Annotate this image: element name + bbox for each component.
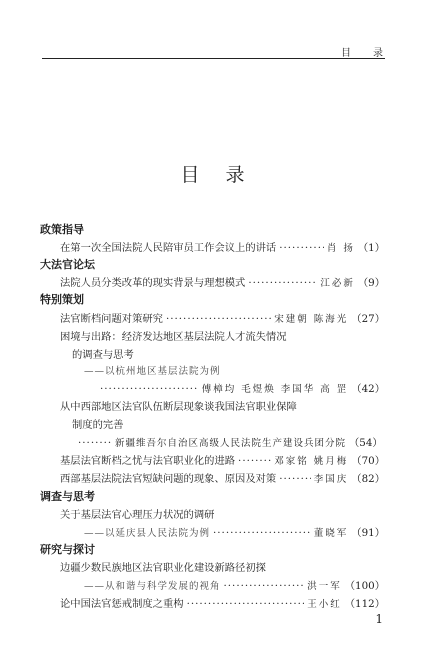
entry-author: 邓家铭 姚月梅 [274,456,349,467]
toc-entry[interactable] [60,310,385,325]
toc-entry-author-line[interactable] [100,380,385,395]
entry-title: 西部基层法院法官短缺问题的现象、原因及对策 [60,473,277,485]
section-heading: 特别策划 [40,293,84,306]
page-title: 目录 [180,164,271,186]
toc-entry[interactable] [60,595,385,610]
toc-entry-subtitle-line[interactable] [84,577,385,592]
leader-dots [224,580,305,592]
leader-dots [78,437,112,449]
entry-title: 关于基层法官心理压力状况的调研 [60,509,215,521]
toc-entry[interactable] [60,452,385,467]
entry-author: 洪一军 [307,581,342,592]
entry-author: 新疆维吾尔自治区高级人民法院生产建设兵团分院 [115,438,347,449]
entry-title: 论中国法官惩戒制度之重构 [60,598,184,610]
toc-entry[interactable] [60,274,385,289]
leader-dots [279,242,324,254]
leader-dots [100,383,199,395]
entry-page: （70） [351,455,385,467]
entry-subtitle: ——从和谐与科学发展的视角 [84,581,221,592]
entry-page: （82） [351,473,385,485]
leader-dots [248,277,317,289]
entry-subtitle: ——以延庆县人民法院为例 [84,528,211,539]
entry-author: 江必新 [320,278,355,289]
entry-subtitle: ——以杭州地区基层法院为例 [84,366,221,377]
entry-title: 在第一次全国法院人民陪审员工作会议上的讲话 [60,242,277,254]
leader-dots [213,527,311,539]
entry-page: （54） [349,437,383,449]
leader-dots [166,313,271,325]
entry-author: 宋建朝 陈海光 [274,314,349,325]
toc-entry-author-line[interactable] [78,434,385,449]
section-heading: 大法官论坛 [40,258,95,271]
toc-entry-subtitle [84,363,221,377]
entry-title-continued: 的调查与思考 [72,349,134,361]
toc-entry-title-line[interactable] [60,506,214,521]
toc-entry-title-continued [72,346,134,361]
entry-page: （91） [351,527,385,539]
leader-dots [279,473,311,485]
entry-title: 从中西部地区法官队伍断层现象谈我国法官职业保障 [60,401,297,413]
header-rule [42,58,385,59]
entry-page: （1） [357,242,385,254]
entry-page: （42） [351,383,385,395]
running-head: 目录 [341,48,405,59]
entry-author: 王小红 [307,599,342,610]
section-heading: 调查与思考 [40,490,95,503]
entry-title: 法院人员分类改革的现实背景与理想模式 [60,277,246,289]
entry-author: 李国庆 [313,474,349,485]
section-heading: 政策指导 [40,223,84,236]
leader-dots [238,455,271,467]
entry-title: 边疆少数民族地区法官职业化建设新路径初探 [60,562,266,574]
toc-entry-title-line[interactable] [60,328,287,343]
leader-dots [187,598,305,610]
toc-entry[interactable] [60,239,385,254]
entry-page: （27） [351,313,385,325]
toc-entry-title-continued [72,416,123,431]
entry-page: （9） [357,277,385,289]
entry-page: （100） [344,580,385,592]
page-number: 1 [375,612,383,626]
entry-author: 肖 扬 [326,243,355,254]
entry-title: 法官断档问题对策研究 [60,313,163,325]
toc-entry-title-line[interactable] [60,559,266,574]
entry-author: 傅樟均 毛煜焕 李国华 高 罡 [201,384,349,395]
entry-page: （112） [344,598,385,610]
entry-title: 困境与出路：经济发达地区基层法院人才流失情况 [60,331,287,343]
toc-entry-title-line[interactable] [60,398,297,413]
entry-title: 基层法官断档之忧与法官职业化的进路 [60,455,236,467]
toc-entry-subtitle-line[interactable] [84,524,385,539]
entry-title-continued: 制度的完善 [72,419,124,431]
entry-author: 董晓军 [313,528,349,539]
section-heading: 研究与探讨 [40,543,95,556]
toc-entry[interactable] [60,470,385,485]
